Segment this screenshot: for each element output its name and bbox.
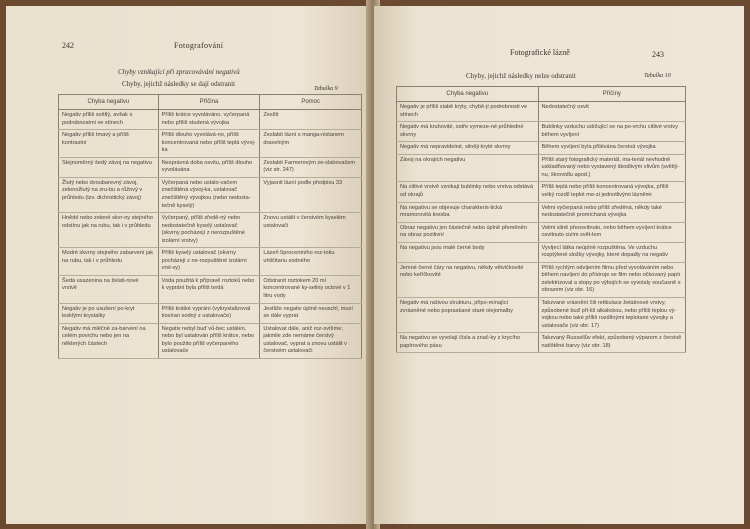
table-cell: Během vyvíjení byla přilévána čerstvá vývojka	[538, 142, 685, 155]
table-cell: Negativ má rašivou strukturu, připo-mínající zvrásněné nebo popraskané staré olejomalby	[397, 298, 539, 333]
right-table-header-row	[397, 87, 686, 102]
table-cell: Voda použitá k přípravě roztoků nebo k vyprání byla příliš tvrdá	[158, 275, 260, 303]
table-row	[59, 110, 362, 130]
table-row	[397, 242, 686, 262]
table-cell: Příliš krátce vyvoláváno, vyčerpaná nebo příliš studená vývojka	[158, 110, 260, 130]
section-title: Chyby vznikající při zpracovávání negativů	[118, 68, 240, 76]
table-cell: Ustalovat dále, aniž roz-svítíme; jakmile zde nemáme čerstvý ustalovač, vyprat a znovu ustálit v čerstvém ustalovači	[260, 323, 362, 358]
table-cell: Vyčerpaný, příliš zředě-ný nebo nedostatečně kyselý ustalovač (skvrny pocházejí z nerozpuštěné izolární vrstvy)	[158, 213, 260, 248]
table-row	[397, 298, 686, 333]
table-cell: Hnědé nebo zelené skvr-ny stejného odstínu jak na rubu, tak i v průhledu	[59, 213, 159, 248]
right-page	[374, 6, 744, 524]
table-cell: Vyjasnit lázní podle předpisu 33	[260, 177, 362, 212]
left-table-label: Tabulka 9	[314, 86, 338, 92]
table-cell: Lázeň 5procentního roz-toku uhličitanu sodného	[260, 248, 362, 276]
left-table-title: Chyby, jejichž následky se dají odstranit	[122, 80, 236, 88]
table-cell: Negativ příliš tmavý a příliš kontrastní	[59, 130, 159, 158]
table-cell: Na negativu jsou malé černé body	[397, 242, 539, 262]
table-cell: Takzvané vrásnění čili retikulace želatinové vrstvy, způsobené buď pří-liš alkalickou, nebo příliš teplou vý-vojkou nebo také příliš rozdílnými teplotami vývojky a ustalovače (viz obr. 17)	[538, 298, 685, 333]
table-row	[59, 323, 362, 358]
table-cell: Příliš starý fotografický materiál, ma-teriál nevhodně uskladňovaný nebo vystavený škodlivým vlivům (světlý-nu, škrovidlu apod.)	[538, 154, 685, 182]
table-row	[397, 182, 686, 202]
table-cell: Na citlivé vrstvě vznikají bublinky nebo vrstva odstává od okrajů	[397, 182, 539, 202]
left-page	[6, 6, 372, 524]
table-cell: Velmi vyčerpaná nebo příliš zředěná, někdy také nedostatečně promíchaná vývojka	[538, 202, 685, 222]
table-cell: Negativ je po usušení po-kryt lesklými krystalky	[59, 303, 159, 323]
table-row	[59, 177, 362, 212]
table-cell: Vyčerpaná nebo ustalo-vačem znečištěná vývoj-ka, ustalovač znečištěný vývojkou (nebo nedosta-tečně kyselý)	[158, 177, 260, 212]
right-table-body	[397, 102, 686, 353]
left-table-header-row	[59, 95, 362, 110]
left-header-cell: Příčina	[158, 95, 260, 110]
right-page-number: 243	[652, 50, 664, 59]
table-cell: Jemné černé čáry na negativu, někdy větvičkovité nebo keříčkovité	[397, 262, 539, 297]
table-cell: Velmi silně přeosvitnuto, nebo během vyvíjení krátce osvitnuto cizím svět-lem	[538, 222, 685, 242]
table-cell: Bublinky vzduchu udržující se na po-vrchu citlivé vrstvy během vyvíjení	[538, 122, 685, 142]
right-table-title: Chyby, jejichž následky nelze odstranit	[466, 72, 576, 80]
table-row	[397, 154, 686, 182]
table-cell: Příliš krátké vyprání (vykrystalizoval tiosíran sodný z ustalovače)	[158, 303, 260, 323]
table-cell: Stejnoměrný šedý závoj na negativu	[59, 157, 159, 177]
table-row	[59, 130, 362, 158]
left-running-head: Fotografování	[174, 41, 224, 50]
table-cell: Obraz negativu jen částečně nebo úplně přeměněn na obraz pozitivní	[397, 222, 539, 242]
table-row	[59, 157, 362, 177]
table-row	[397, 202, 686, 222]
table-cell: Znovu ustálit v čerstvém kyselém ustalovači	[260, 213, 362, 248]
table-cell: Na negativu se objevuje charakteris-tická mramorovitá kresba	[397, 202, 539, 222]
table-cell: Závoj na okrajích negativu	[397, 154, 539, 182]
table-row	[397, 122, 686, 142]
table-cell: Modré skvrny stejného zabarvení jak na rubu, tak i v průhledu	[59, 248, 159, 276]
table-cell: Příliš dlouho vyvolává-no, příliš koncentrovaná nebo příliš teplá vývoj-ka	[158, 130, 260, 158]
table-cell: Šedá usazenina na želati-nové vrstvě	[59, 275, 159, 303]
right-running-head: Fotografické lázně	[510, 48, 570, 57]
table-row	[397, 222, 686, 242]
table-cell: Příliš teplá nebo příliš koncentrovaná vývojka, příliš velký rozdíl teplot me-zi jednotlivými lázněmi	[538, 182, 685, 202]
table-cell: Zesílit	[260, 110, 362, 130]
right-table	[396, 86, 686, 353]
table-row	[397, 102, 686, 122]
table-row	[397, 333, 686, 353]
table-cell: Nedostatečný osvit	[538, 102, 685, 122]
table-cell: Příliš rychlým odvíjením filmu před vyvoláváním nebo během navíjení do přístroje se film nebo očkovaný papír zelektrizoval a stopy po výbojích se vyvolaly současně s obrazem (viz obr. 16)	[538, 262, 685, 297]
table-row	[59, 275, 362, 303]
table-cell: Jestliže negativ úplně neuschl, musí se dále vyprat	[260, 303, 362, 323]
table-cell: Takzvaný Russellův efekt, způsobený výparem z čerstvě natíštěné barvy (viz obr. 18)	[538, 333, 685, 353]
right-header-cell: Chyba negativu	[397, 87, 539, 102]
table-cell: Zeslabit Farmerovým ze-slabovačem (viz str. 247)	[260, 157, 362, 177]
table-cell: Na negativu se vyvolají čísla a znač-ky z krycího papírového pásu	[397, 333, 539, 353]
table-cell: Negativ má kruhovité, ostře vymeze-né průhledné skvrny	[397, 122, 539, 142]
table-cell: Nesprávná doba osvitu, příliš dlouho vyvolávána	[158, 157, 260, 177]
table-cell: Negativ je příliš slabě kryty, chybě-jí podrobnosti ve stínech	[397, 102, 539, 122]
table-cell: Zeslabit lázní s manga-nistanem draselným	[260, 130, 362, 158]
table-row	[397, 142, 686, 155]
left-header-cell: Chyba negativu	[59, 95, 159, 110]
table-row	[397, 262, 686, 297]
table-cell: Negativ nebyl buď vů-bec ustálen, nebo byl ustalován příliš krátce, nebo bylo použito příliš vyčerpaného ustalovače	[158, 323, 260, 358]
table-cell: Negativ příliš světlý, avšak s podrobnostmi ve stínech	[59, 110, 159, 130]
table-row	[59, 213, 362, 248]
table-cell: Vyvíjecí látka neúplně rozpuštěna. Ve vzduchu rozptýlené složky vývojky, které dopadly na negativ	[538, 242, 685, 262]
table-cell: Negativ má mléčně za-barvení na celém povrchu nebo jen na některých částech	[59, 323, 159, 358]
table-cell: Žlutý nebo dvoubarevný závoj, zelenožlutý na zru-bu a růžový v průhledu (tzv. dichroitický závoj)	[59, 177, 159, 212]
table-row	[59, 303, 362, 323]
left-header-cell: Pomoc	[260, 95, 362, 110]
right-table-label: Tabulka 10	[644, 73, 671, 79]
left-page-number: 242	[62, 41, 74, 50]
table-cell: Odstranit roztokem 20 ml koncentrované ky-seliny octové v 1 litru vody	[260, 275, 362, 303]
table-cell: Příliš kyselý ustalovač (skvrny pocházejí z ne-rozpuštěné izolární vrst-vy)	[158, 248, 260, 276]
left-table	[58, 94, 362, 359]
right-header-cell: Příčiny	[538, 87, 685, 102]
left-table-body	[59, 110, 362, 359]
table-row	[59, 248, 362, 276]
table-cell: Negativ má nepravidelné, silněji kryté skvrny	[397, 142, 539, 155]
